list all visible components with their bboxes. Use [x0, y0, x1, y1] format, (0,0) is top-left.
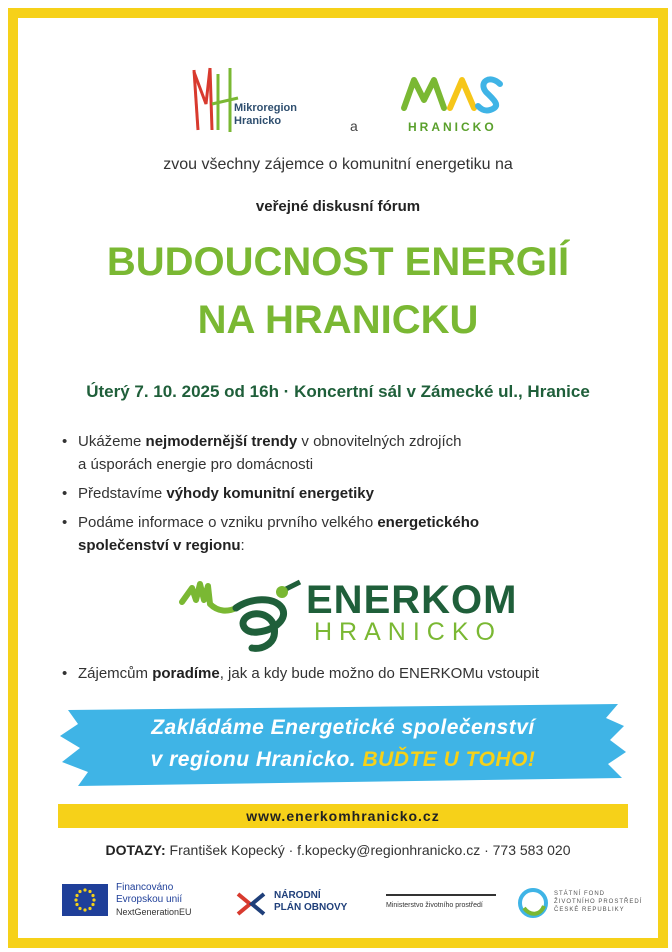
bullet-bold-text: nejmodernější trendy [145, 433, 298, 450]
info-bullet-list [62, 430, 622, 563]
mzp-rule [386, 894, 496, 896]
eu-funding-text [116, 882, 192, 918]
contact-label: DOTAZY: [105, 842, 166, 858]
mikroregion-text: Mikroregion [234, 102, 297, 114]
bullet-text: Představíme [78, 485, 167, 502]
sfzp-icon [516, 886, 550, 920]
bullet-text: Zájemcům [78, 665, 153, 682]
info-bullet-list-2 [62, 662, 622, 691]
bullet-text: , jak a kdy bude možno do ENERKOMu vstoupit [219, 665, 540, 682]
call-to-action-banner [58, 700, 628, 790]
npo-line-2: PLÁN OBNOVY [274, 902, 348, 913]
eu-line-1: Financováno [116, 882, 174, 893]
sfzp-logo [516, 886, 646, 922]
contact-line [18, 842, 658, 858]
ministerstvo-logo [386, 894, 496, 909]
banner-line-1: Zakládáme Energetické společenství [151, 716, 535, 739]
narodni-plan-obnovy-logo [234, 888, 364, 920]
enerkom-word: ENERKOM [306, 578, 518, 622]
npo-icon [234, 888, 268, 920]
title-line-2: NA HRANICKU [197, 298, 479, 342]
bullet-text: Ukážeme [78, 433, 146, 450]
bullet-text: Podáme informace o vzniku prvního velkého [78, 514, 378, 531]
bullet-text: : [240, 537, 245, 554]
bullet-text: a úsporách energie pro domácnosti [78, 456, 314, 473]
intro-text: zvou všechny zájemce o komunitní energetiku na [163, 156, 513, 173]
bullet-bold-text: společenství v regionu [78, 537, 241, 554]
mikroregion-hranicko-logo [188, 60, 338, 140]
bullet-bold-text: energetického [377, 514, 480, 531]
forum-text: veřejné diskusní fórum [255, 198, 421, 215]
poster-frame [8, 8, 668, 948]
title-line-1: BUDOUCNOST ENERGIÍ [106, 240, 570, 284]
bullet-text: v obnovitelných zdrojích [297, 433, 462, 450]
list-item [62, 430, 622, 476]
contact-details: František Kopecký · f.kopecky@regionhranicko.cz · 773 583 020 [165, 842, 571, 858]
enerkom-sub: HRANICKO [314, 618, 502, 646]
list-item [62, 662, 622, 685]
mzp-text: Ministerstvo životního prostředí [386, 902, 483, 909]
sfz-line-1: STÁTNÍ FOND [554, 891, 605, 897]
enerkom-logo [178, 578, 538, 654]
eu-line-2: Evropskou unií [116, 894, 183, 905]
banner-highlight: BUĎTE U TOHO! [362, 748, 536, 771]
list-item [62, 511, 622, 557]
mh-logo-icon [188, 60, 248, 140]
connector-text: a [350, 118, 358, 134]
website-url[interactable]: www.enerkomhranicko.cz [58, 804, 628, 828]
eu-flag-icon [62, 884, 108, 916]
list-item [62, 482, 622, 505]
bullet-bold-text: poradíme [152, 665, 220, 682]
sfz-line-2: ŽIVOTNÍHO PROSTŘEDÍ [554, 899, 643, 905]
sfz-line-3: ČESKÉ REPUBLIKY [554, 907, 625, 913]
brush-stroke-background [58, 700, 628, 790]
mas-hranicko-logo [400, 68, 520, 140]
hranicko-text: Hranicko [234, 115, 282, 127]
eu-line-3: NextGenerationEU [116, 907, 192, 917]
banner-line-2: v regionu Hranicko. [150, 748, 363, 771]
bullet-bold-text: výhody komunitní energetiky [166, 485, 374, 502]
event-date-location: Úterý 7. 10. 2025 od 16h · Koncertní sál v Zámecké ul., Hranice [86, 382, 590, 401]
mas-sub-text: HRANICKO [408, 120, 497, 134]
npo-line-1: NÁRODNÍ [274, 890, 321, 901]
mas-logo-icon [400, 68, 510, 118]
hand-plug-icon [178, 578, 308, 654]
